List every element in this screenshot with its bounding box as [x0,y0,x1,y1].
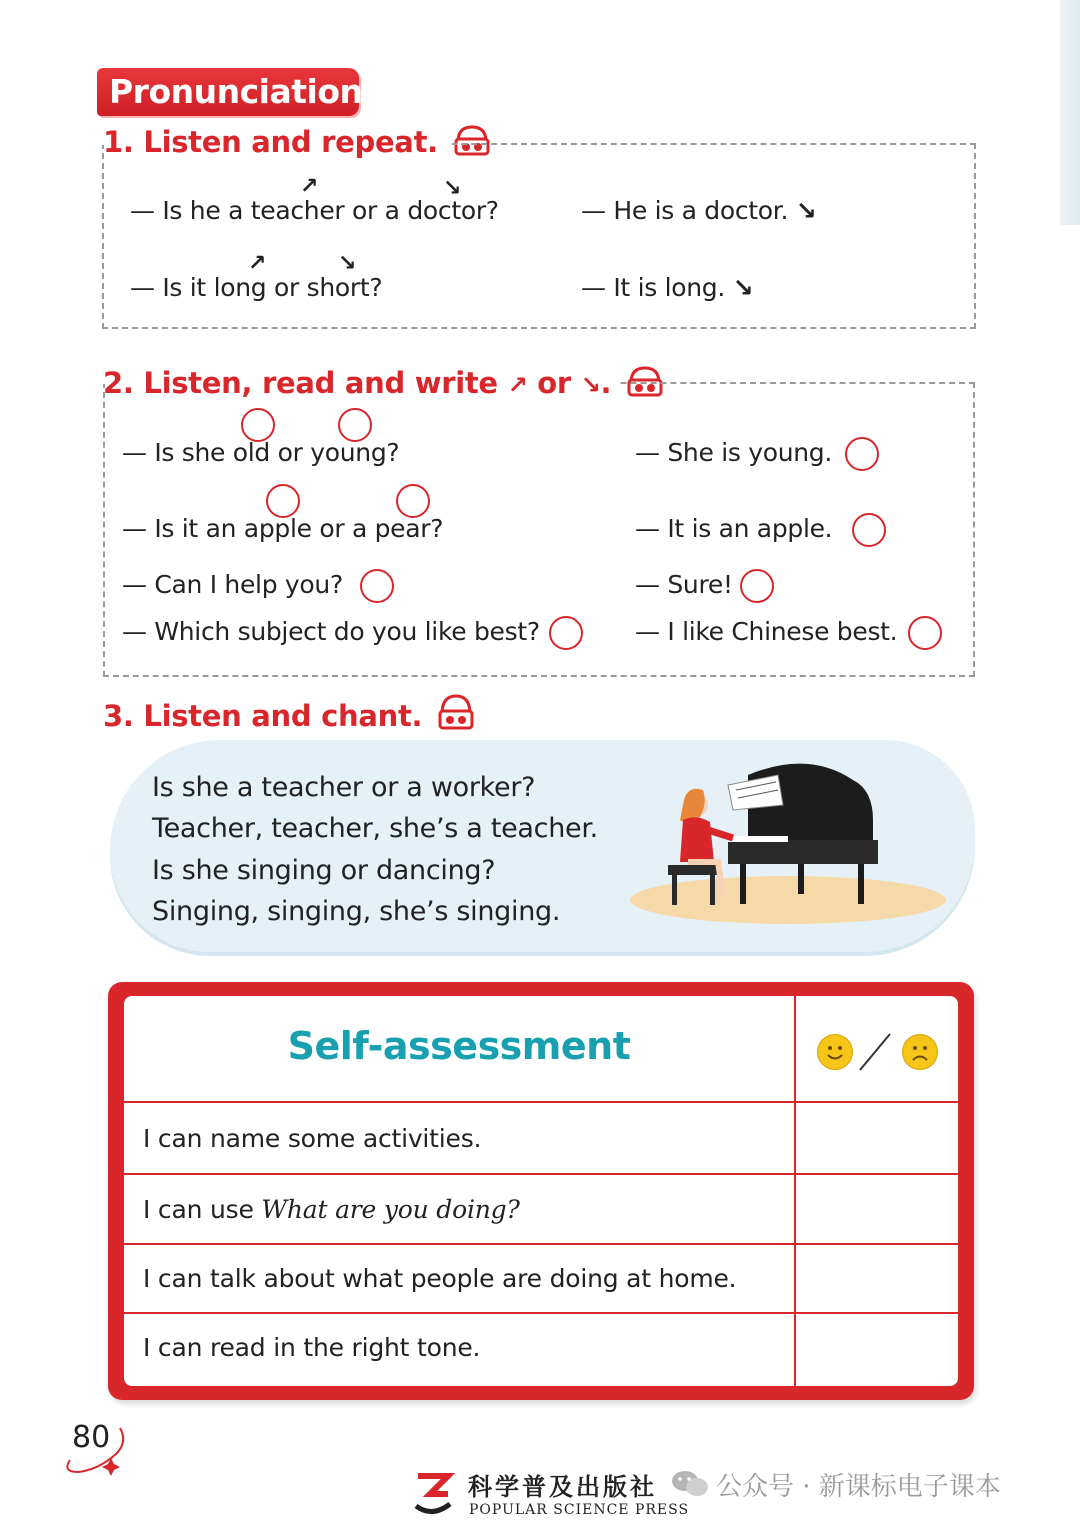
wechat-icon [670,1468,710,1500]
s2-line-4: — It is an apple. [635,514,833,543]
page-number: 80 [72,1420,111,1455]
section-tag-pronunciation: Pronunciation [97,68,359,116]
tone-answer-circle[interactable] [266,484,300,518]
chant-line-2: Teacher, teacher, she’s a teacher. [152,813,598,844]
tone-answer-circle[interactable] [360,569,394,603]
rising-arrow-icon: ↗ [300,174,319,199]
falling-arrow-icon: ↘ [732,273,754,302]
assessment-row-2 [143,1195,520,1224]
rating-cell[interactable] [796,1103,958,1173]
chant-line-4: Singing, singing, she’s singing. [152,896,561,927]
rising-arrow-icon: ↗ [507,371,528,399]
rating-cell[interactable] [796,1245,958,1312]
s1-line-4 [581,273,753,302]
publisher-logo-icon [410,1468,456,1518]
chant-line-3: Is she singing or dancing? [152,855,496,886]
s2-line-5: — Can I help you? [122,570,343,599]
section2-title-or: or [537,366,571,400]
chant-line-1: Is she a teacher or a worker? [152,772,536,803]
tone-answer-circle[interactable] [241,408,275,442]
assessment-row-4: I can read in the right tone. [143,1333,481,1362]
s1-line-4-text: — It is long. [581,273,725,302]
headphones-icon[interactable] [438,692,474,737]
tone-answer-circle[interactable] [740,569,774,603]
s2-line-3: — Is it an apple or a pear? [122,514,444,543]
s2-line-8: — I like Chinese best. [635,617,898,646]
rating-cell[interactable] [796,1175,958,1243]
self-assessment-title: Self-assessment [287,1024,631,1068]
falling-arrow-icon: ↘ [338,251,357,276]
slash-divider-icon [856,1032,894,1072]
page-edge-stripe [1060,0,1080,225]
rating-cell[interactable] [796,1314,958,1384]
s2-line-2: — She is young. [635,438,833,467]
s2-line-7: — Which subject do you like best? [122,617,540,646]
girl-playing-piano-illustration [628,750,948,925]
tone-answer-circle[interactable] [396,484,430,518]
falling-arrow-icon: ↘ [795,196,817,225]
watermark-text: 公众号 · 新课标电子课本 [716,1472,1001,1502]
s1-line-3: — Is it long or short? [130,273,383,302]
section3-title-text: 3. Listen and chant. [103,699,423,733]
section1-title-text: 1. Listen and repeat. [103,125,438,159]
s1-line-2-text: — He is a doctor. [581,196,789,225]
tone-answer-circle[interactable] [908,616,942,650]
assessment-row-2-text: I can use [143,1195,262,1224]
publisher-name-en: POPULAR SCIENCE PRESS [469,1502,690,1518]
falling-arrow-icon: ↘ [443,176,462,201]
section2-title-end: . [600,366,612,400]
tone-answer-circle[interactable] [852,513,886,547]
assessment-row-2-italic: What are you doing? [261,1195,520,1224]
assessment-row-3: I can talk about what people are doing at home. [143,1264,737,1293]
assessment-row-1: I can name some activities. [143,1124,482,1153]
falling-arrow-icon: ↘ [580,371,601,399]
sad-face-icon [902,1034,938,1070]
tone-answer-circle[interactable] [338,408,372,442]
s2-line-6: — Sure! [635,570,733,599]
s1-line-2 [581,196,816,225]
tone-answer-circle[interactable] [549,616,583,650]
tone-answer-circle[interactable] [845,437,879,471]
s2-line-1: — Is she old or young? [122,438,400,467]
s1-line-1: — Is he a teacher or a doctor? [130,196,499,225]
section2-title-text: 2. Listen, read and write [103,366,498,400]
rising-arrow-icon: ↗ [248,251,267,276]
smiley-face-icon [817,1034,853,1070]
publisher-name-cn: 科学普及出版社 [468,1472,657,1501]
section3-title [103,692,474,737]
